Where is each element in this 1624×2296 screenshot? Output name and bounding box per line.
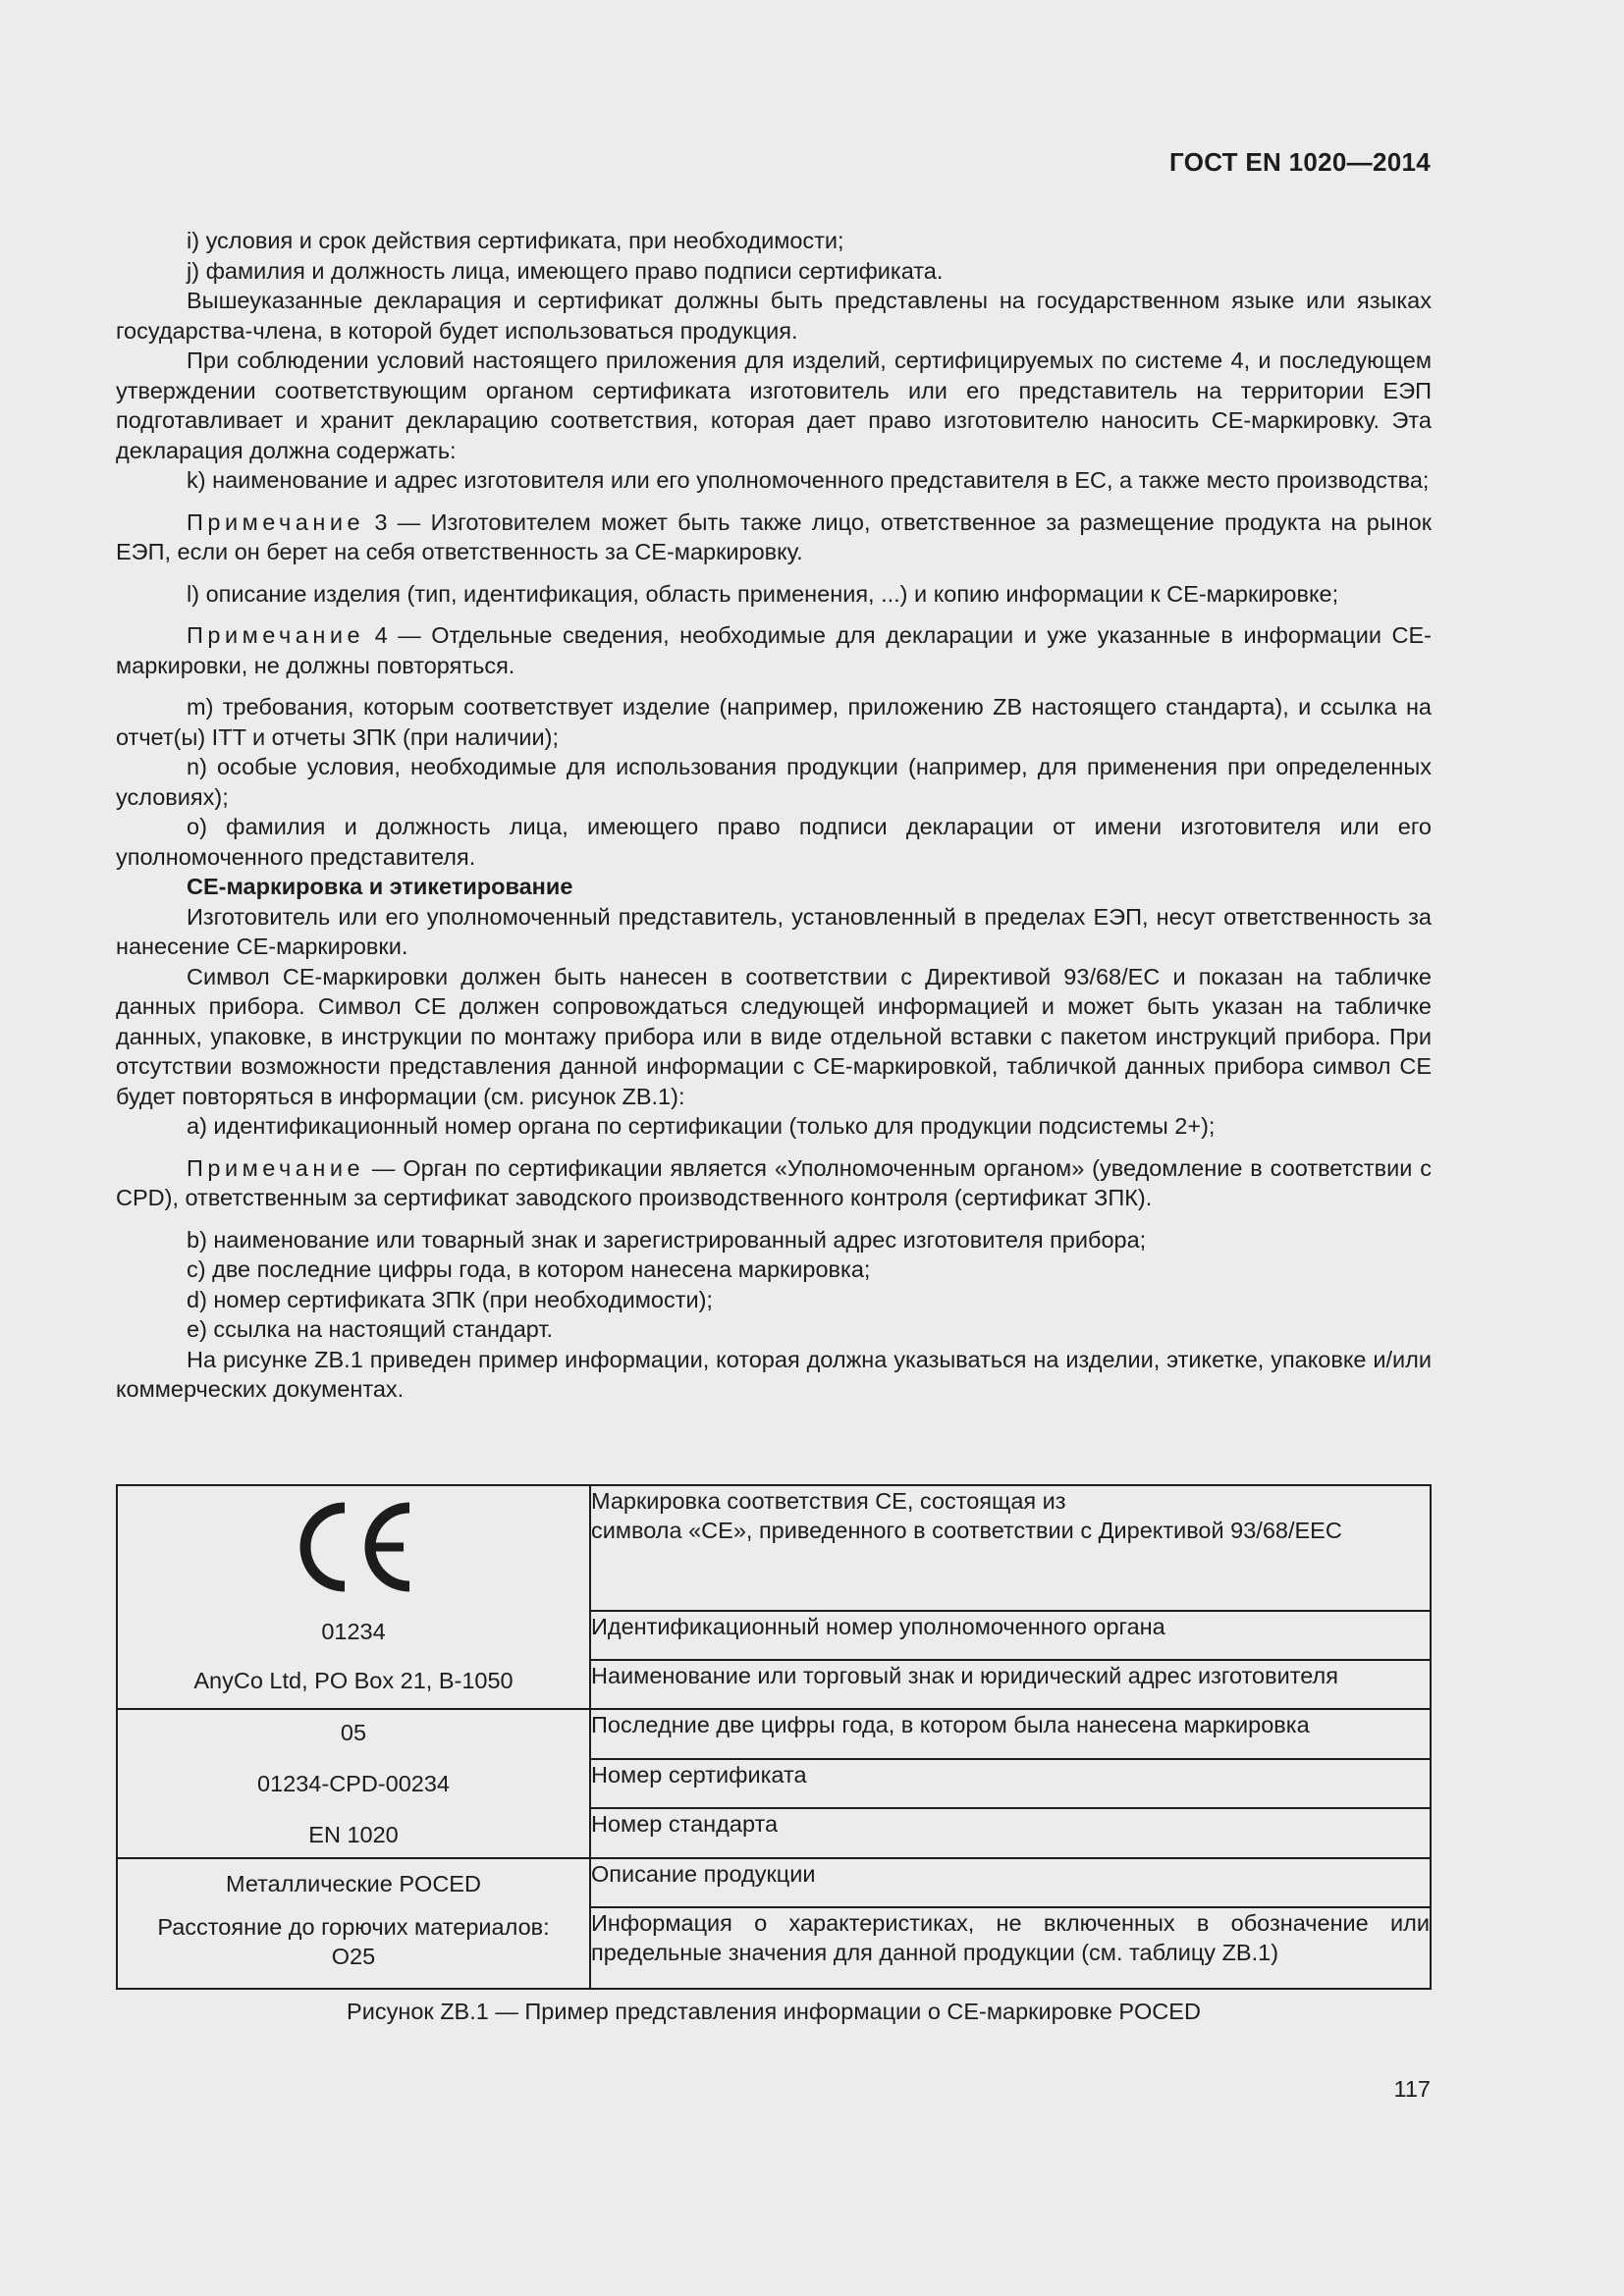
row-company-desc: Наименование или торговый знак и юридический адрес изготовителя bbox=[590, 1660, 1430, 1709]
product-value: Металлические POCED bbox=[226, 1871, 481, 1896]
left-group-1 bbox=[118, 1486, 590, 1709]
list-item-e: e) ссылка на настоящий стандарт. bbox=[187, 1316, 554, 1342]
paragraph-manufacturer: Изготовитель или его уполномоченный представитель, установленный в пределах ЕЭП, несут ответственность за нанесение СЕ-маркировки. bbox=[116, 903, 1432, 959]
company-value: AnyCo Ltd, PO Box 21, B-1050 bbox=[193, 1668, 514, 1693]
figure-caption: Рисунок ZB.1 — Пример представления информации о СЕ-маркировке POCED bbox=[347, 1999, 1201, 2024]
ce-logo-cell bbox=[118, 1486, 589, 1607]
list-item-c: c) две последние цифры года, в котором нанесена маркировка; bbox=[187, 1256, 871, 1282]
paragraph-symbol: Символ СЕ-маркировки должен быть нанесен в соответствии с Директивой 93/68/ЕС и показан на табличке данных прибора. Символ СЕ должен сопровождаться следующей информацией и может быть указан на табличке данных, упаковке, в инструкции по монтажу прибора или в виде отдельной вставки с пакетом инструкций прибора. При отсутствии возможности представления данной информации с СЕ-маркировкой, табличкой данных прибора символ СЕ будет повторяться в информации (см. рисунок ZB.1): bbox=[116, 963, 1432, 1109]
row-characteristics-desc: Информация о характеристиках, не включенных в обозначение или предельные значения для данной продукции (см. таблицу ZB.1) bbox=[591, 1910, 1430, 1965]
list-item-l: l) описание изделия (тип, идентификация, область применения, ...) и копию информации к СЕ-маркировке; bbox=[187, 580, 1339, 607]
note-label: Примечание bbox=[187, 508, 365, 535]
note-4 bbox=[116, 620, 1432, 680]
note-label: Примечание bbox=[187, 1154, 365, 1181]
certificate-value: 01234-CPD-00234 bbox=[257, 1771, 450, 1796]
list-item-b: b) наименование или товарный знак и зарегистрированный адрес изготовителя прибора; bbox=[187, 1226, 1147, 1253]
standard-value: EN 1020 bbox=[308, 1822, 399, 1847]
row-certificate-desc: Номер сертификата bbox=[590, 1759, 1430, 1809]
note-5 bbox=[116, 1153, 1432, 1213]
list-item-d: d) номер сертификата ЗПК (при необходимости); bbox=[187, 1286, 713, 1312]
row-product-desc: Описание продукции bbox=[590, 1858, 1430, 1907]
row-year-desc: Последние две цифры года, в котором была нанесена маркировка bbox=[590, 1709, 1430, 1759]
id-number-value: 01234 bbox=[321, 1619, 386, 1644]
list-item-m: m) требования, которым соответствует изделие (например, приложению ZB настоящего стандарта), и ссылка на отчет(ы) ITT и отчеты ЗПК (при наличии); bbox=[116, 694, 1432, 750]
distance-value: O25 bbox=[331, 1944, 376, 1969]
note-label: Примечание bbox=[187, 622, 365, 648]
left-group-2 bbox=[118, 1709, 590, 1858]
note-3 bbox=[116, 507, 1432, 567]
list-item-a: a) идентификационный номер органа по сертификации (только для продукции подсистемы 2+); bbox=[187, 1113, 1216, 1139]
ce-desc-line2: символа «СЕ», приведенного в соответствии с Директивой 93/68/ЕЕС bbox=[591, 1518, 1342, 1543]
paragraph-system4: При соблюдении условий настоящего приложения для изделий, сертифицируемых по системе 4, и последующем утверждении соответствующим органом сертификата изготовитель или его представитель на территории ЕЭП подготавливает и хранит декларацию соответствия, которая дает право изготовителю наносить СЕ-маркировку. Эта декларация должна содержать: bbox=[116, 347, 1432, 463]
list-item-n: n) особые условия, необходимые для использования продукции (например, для применения при определенных условиях); bbox=[116, 754, 1432, 810]
left-group-3 bbox=[118, 1858, 590, 1988]
paragraph-figure-ref: На рисунке ZB.1 приведен пример информации, которая должна указываться на изделии, этикетке, упаковке и/или коммерческих документах. bbox=[116, 1346, 1432, 1402]
list-item-j: j) фамилия и должность лица, имеющего право подписи сертификата. bbox=[187, 257, 944, 284]
row-id-number-desc: Идентификационный номер уполномоченного органа bbox=[590, 1611, 1430, 1660]
note-text: 4 — Отдельные сведения, необходимые для декларации и уже указанные в информации СЕ-маркировки, не должны повторяться. bbox=[116, 622, 1432, 678]
year-value: 05 bbox=[340, 1720, 367, 1745]
ce-marking-figure bbox=[116, 1484, 1432, 1990]
row-ce-description bbox=[590, 1486, 1430, 1611]
paragraph-language: Вышеуказанные декларация и сертификат должны быть представлены на государственном языке или языках государства-члена, в которой будет использоваться продукция. bbox=[116, 288, 1432, 344]
note-text: 3 — Изготовителем может быть также лицо, ответственное за размещение продукта на рынок ЕЭП, если он берет на себя ответственность за СЕ-маркировку. bbox=[116, 508, 1432, 564]
distance-label: Расстояние до горючих материалов: bbox=[157, 1914, 550, 1940]
document-header: ГОСТ EN 1020—2014 bbox=[1169, 147, 1431, 177]
document-body bbox=[116, 226, 1432, 1405]
page-number: 117 bbox=[1393, 2076, 1431, 2102]
ce-desc-line1: Маркировка соответствия СЕ, состоящая из bbox=[591, 1488, 1066, 1514]
list-item-o: o) фамилия и должность лица, имеющего право подписи декларации от имени изготовителя или его уполномоченного представителя. bbox=[116, 814, 1432, 870]
ce-mark-icon bbox=[290, 1500, 417, 1594]
list-item-i: i) условия и срок действия сертификата, при необходимости; bbox=[187, 228, 844, 253]
row-standard-desc: Номер стандарта bbox=[590, 1808, 1430, 1858]
section-title: СЕ-маркировка и этикетирование bbox=[187, 874, 573, 899]
note-text: — Орган по сертификации является «Уполномоченным органом» (уведомление в соответствии с CPD), ответственным за сертификат заводского производственного контроля (сертификат ЗПК). bbox=[116, 1154, 1432, 1210]
list-item-k: k) наименование и адрес изготовителя или его уполномоченного представителя в ЕС, а также место производства; bbox=[187, 467, 1430, 493]
figure-table bbox=[118, 1486, 1430, 1988]
